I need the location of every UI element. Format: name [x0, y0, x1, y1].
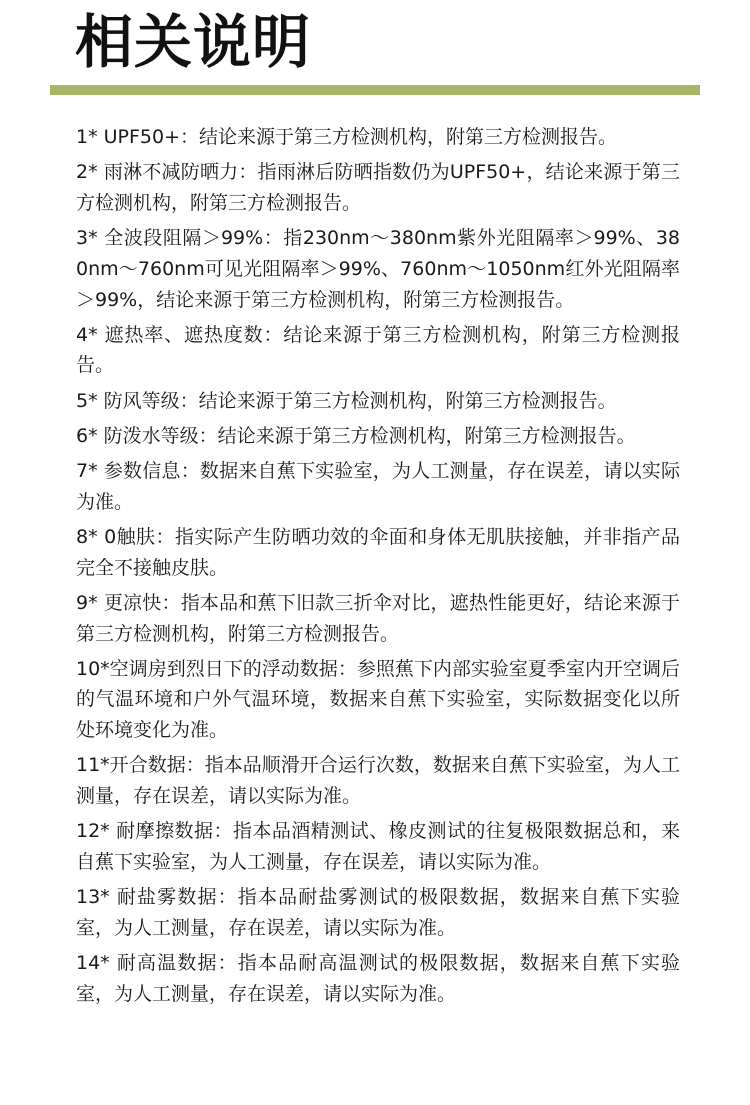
note-item: 6* 防泼水等级：结论来源于第三方检测机构，附第三方检测报告。 [76, 424, 636, 447]
note-item: 10*空调房到烈日下的浮动数据：参照蕉下内部实验室夏季室内开空调后的气温环境和户外气温环境，数据来自蕉下实验室，实际数据变化以所处环境变化为准。 [76, 657, 680, 742]
note-item: 8* 0触肤：指实际产生防晒功效的伞面和身体无肌肤接触，并非指产品完全不接触皮肤。 [76, 525, 680, 579]
note-item: 12* 耐摩擦数据：指本品酒精测试、橡皮测试的往复极限数据总和，来自蕉下实验室，为人工测量，存在误差，请以实际为准。 [76, 820, 680, 873]
notes-list [76, 122, 680, 1014]
note-item: 13* 耐盐雾数据：指本品耐盐雾测试的极限数据，数据来自蕉下实验室，为人工测量，存在误差，请以实际为准。 [76, 886, 680, 939]
note-item: 11*开合数据：指本品顺滑开合运行次数，数据来自蕉下实验室，为人工测量，存在误差，请以实际为准。 [76, 754, 680, 808]
note-item: 14* 耐高温数据：指本品耐高温测试的极限数据，数据来自蕉下实验室，为人工测量，存在误差，请以实际为准。 [76, 952, 680, 1005]
note-item: 7* 参数信息：数据来自蕉下实验室，为人工测量，存在误差，请以实际为准。 [76, 460, 680, 513]
note-item: 9* 更凉快：指本品和蕉下旧款三折伞对比，遮热性能更好，结论来源于第三方检测机构，附第三方检测报告。 [76, 591, 680, 645]
title-divider [50, 85, 700, 95]
note-item: 3* 全波段阻隔＞99%：指230nm～380nm紫外光阻隔率＞99%、380nm～760nm可见光阻隔率＞99%、760nm～1050nm红外光阻隔率＞99%，结论来源于第三方检测机构，附第三方检测报告。 [76, 227, 680, 311]
note-item: 1* UPF50+：结论来源于第三方检测机构，附第三方检测报告。 [76, 126, 618, 148]
note-item: 2* 雨淋不减防晒力：指雨淋后防晒指数仍为UPF50+，结论来源于第三方检测机构，附第三方检测报告。 [76, 161, 680, 214]
note-item: 4* 遮热率、遮热度数：结论来源于第三方检测机构，附第三方检测报告。 [76, 323, 680, 377]
note-item: 5* 防风等级：结论来源于第三方检测机构，附第三方检测报告。 [76, 389, 617, 412]
page-title: 相关说明 [75, 8, 312, 76]
